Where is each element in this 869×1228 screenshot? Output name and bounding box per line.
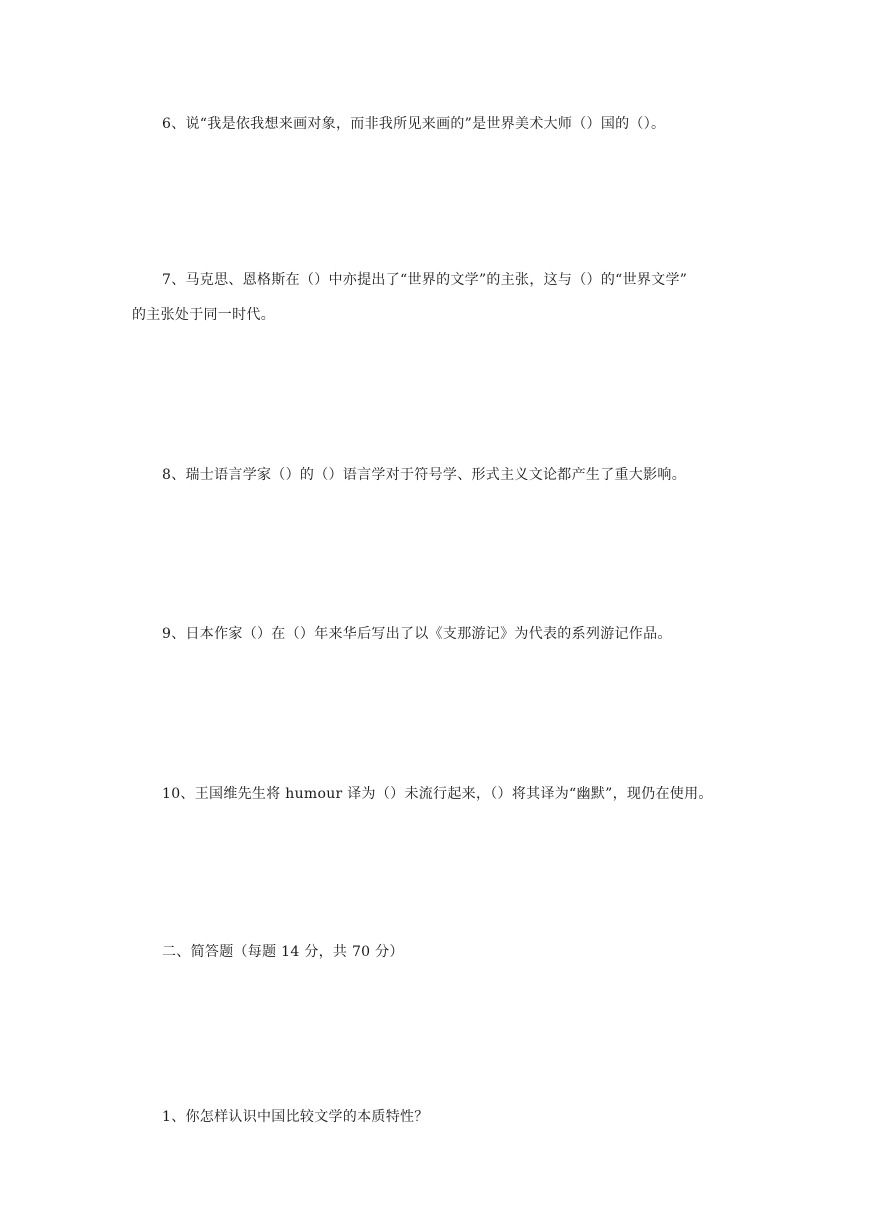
question-8: 8、瑞士语言学家（）的（）语言学对于符号学、形式主义文论都产生了重大影响。 bbox=[162, 467, 687, 483]
short-answer-question-1: 1、你怎样认识中国比较文学的本质特性？ bbox=[162, 1109, 429, 1125]
question-6: 6、说“我是依我想来画对象，而非我所见来画的”是世界美术大师（）国的（）。 bbox=[162, 116, 666, 132]
question-9: 9、日本作家（）在（）年来华后写出了以《支那游记》为代表的系列游记作品。 bbox=[162, 626, 672, 642]
question-7-line-1: 7、马克思、恩格斯在（）中亦提出了“世界的文学”的主张，这与（）的“世界文学” bbox=[162, 272, 688, 288]
question-10: 10、王国维先生将 humour 译为（）未流行起来，（）将其译为“幽默”，现仍在使用。 bbox=[162, 786, 713, 802]
section-heading-short-answer: 二、简答题（每题 14 分，共 70 分） bbox=[162, 944, 404, 960]
question-7-line-2: 的主张处于同一时代。 bbox=[132, 307, 275, 323]
